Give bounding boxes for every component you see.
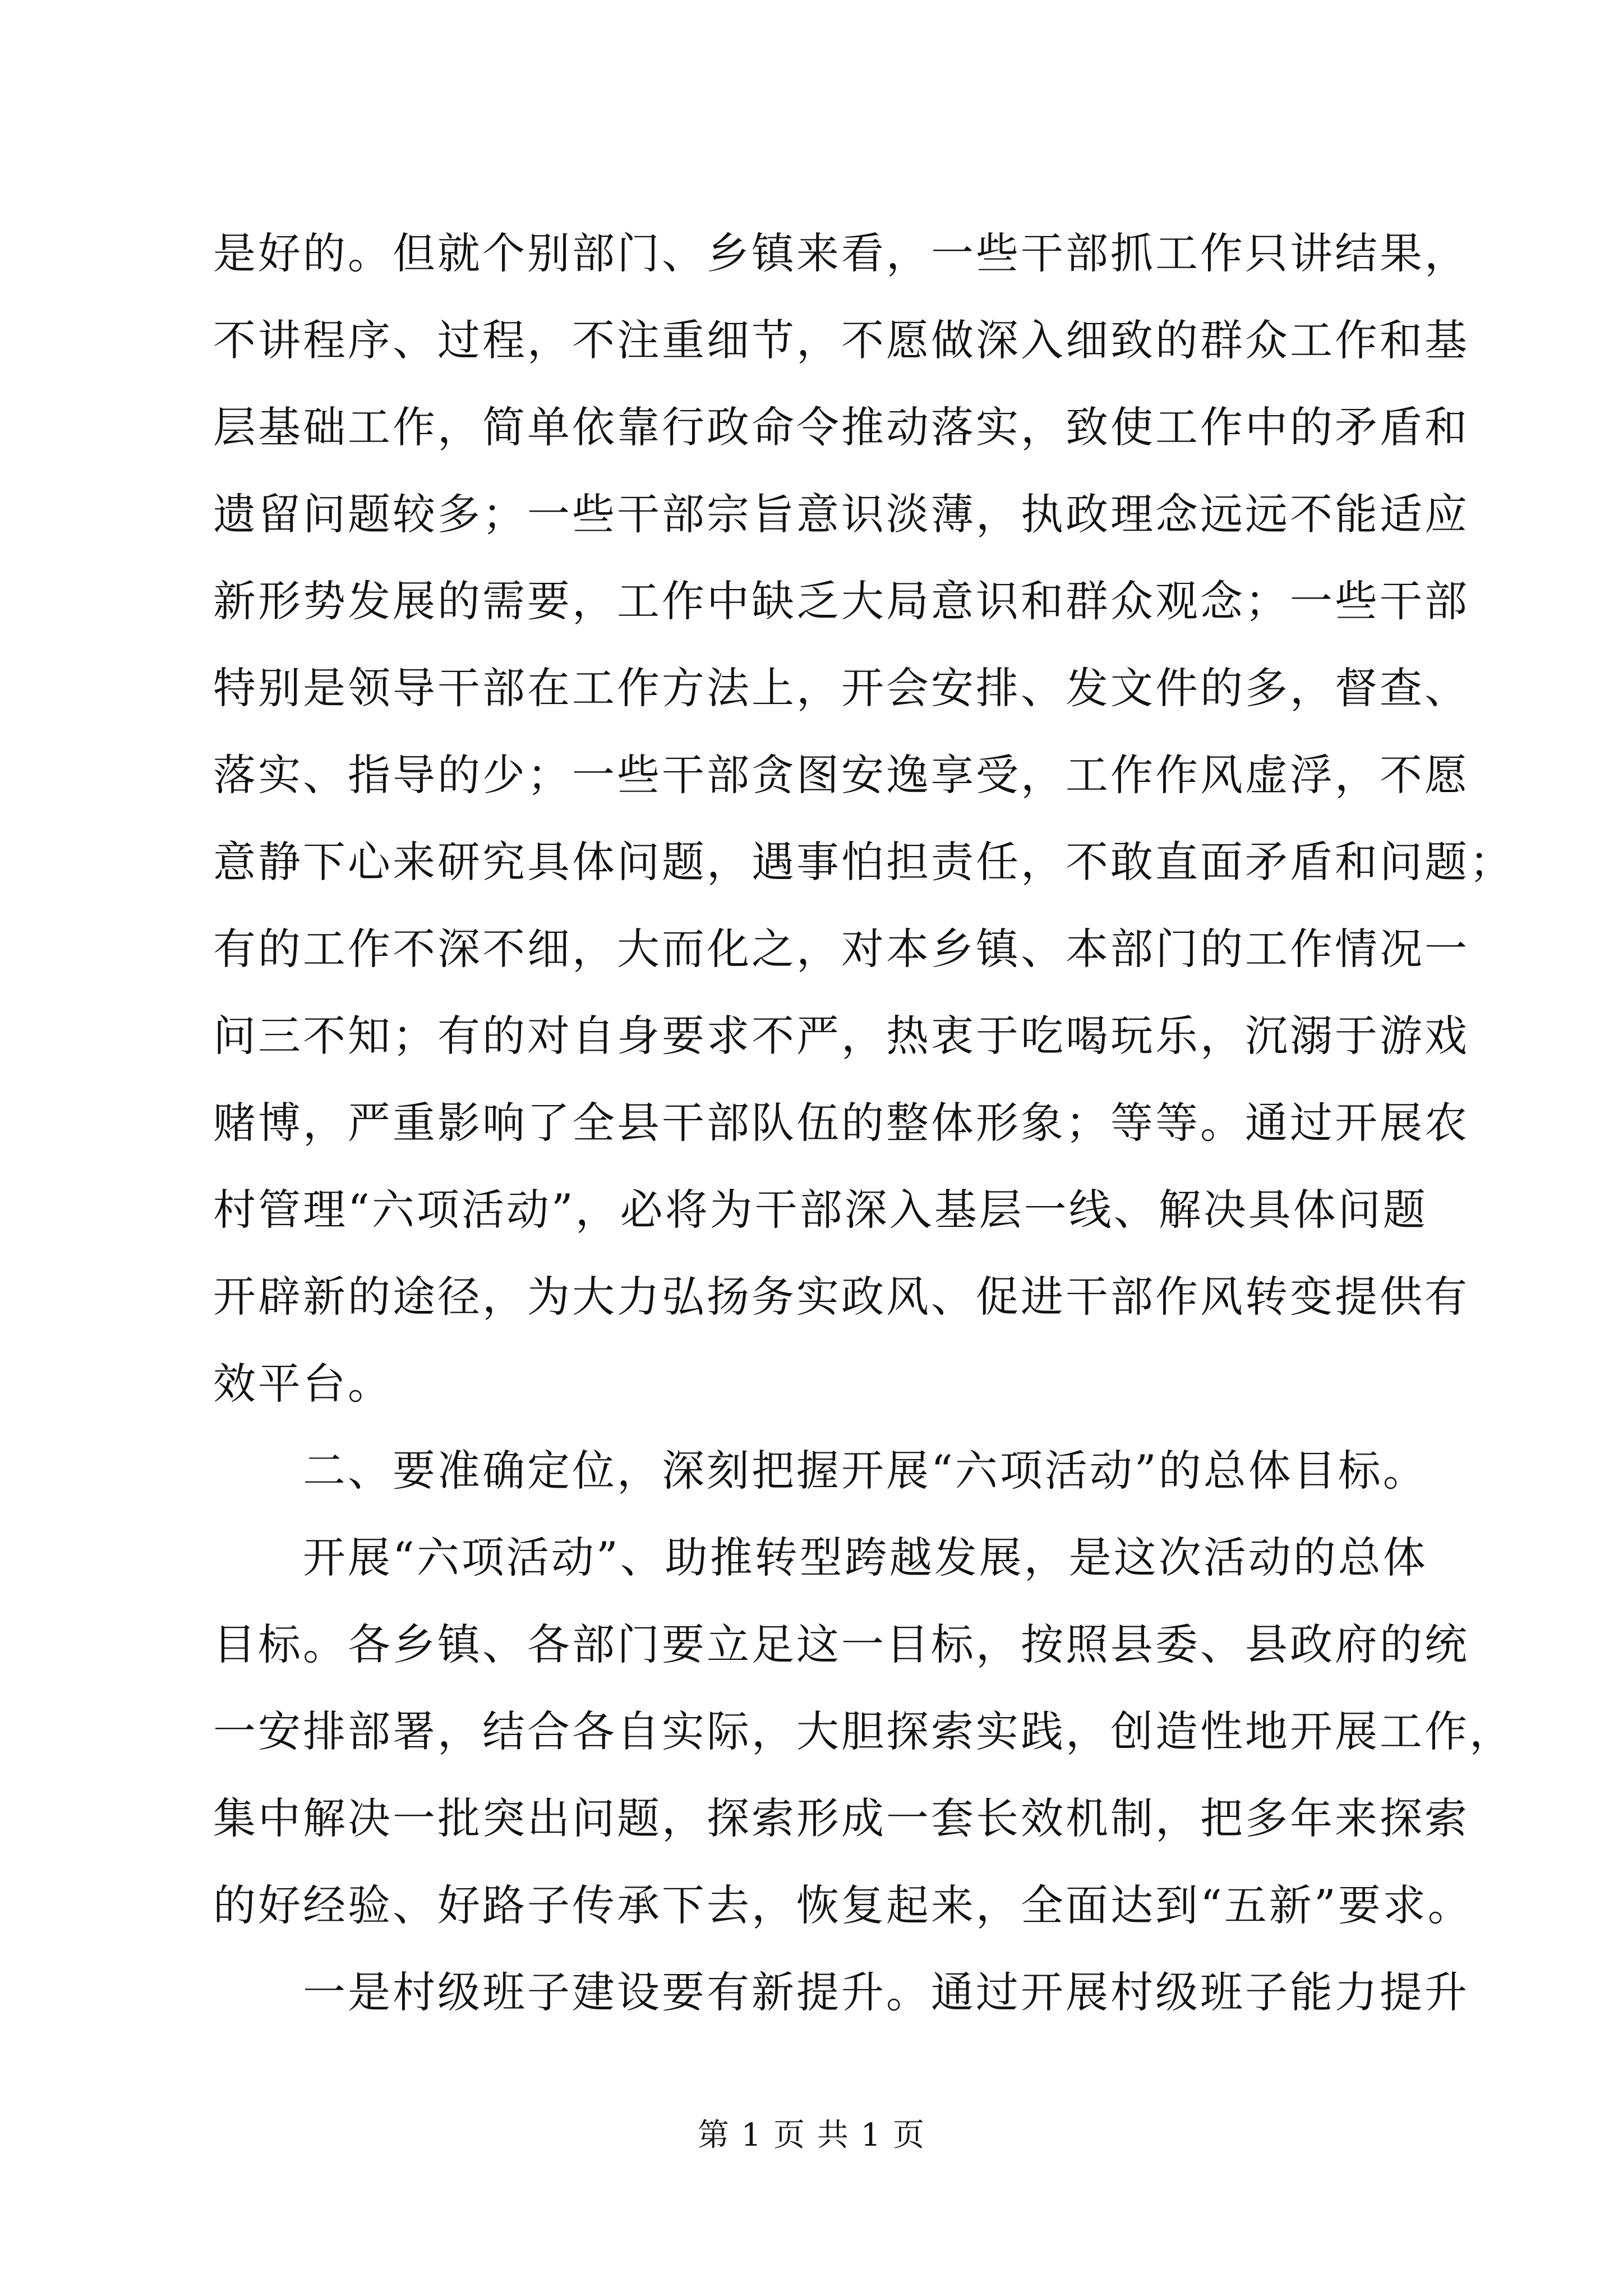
- text-line: 遗留问题较多；一些干部宗旨意识淡薄，执政理念远远不能适应: [213, 489, 1469, 539]
- text-line: 一是村级班子建设要有新提升。通过开展村级班子能力提升: [213, 1967, 1469, 2017]
- text-line: 开辟新的途径，为大力弘扬务实政风、促进干部作风转变提供有: [213, 1272, 1469, 1322]
- page-footer: 第 1 页 共 1 页: [697, 2117, 926, 2154]
- body-text: [213, 210, 1514, 2036]
- text-line: 意静下心来研究具体问题，遇事怕担责任，不敢直面矛盾和问题；: [213, 837, 1514, 887]
- text-line: 问三不知；有的对自身要求不严，热衷于吃喝玩乐，沉溺于游戏: [213, 1011, 1469, 1061]
- text-line: 开展“六项活动”、助推转型跨越发展，是这次活动的总体: [213, 1533, 1428, 1582]
- text-line: 是好的。但就个别部门、乡镇来看，一些干部抓工作只讲结果，: [213, 228, 1469, 278]
- text-line: 集中解决一批突出问题，探索形成一套长效机制，把多年来探索: [213, 1793, 1469, 1843]
- text-line: 一安排部署，结合各自实际，大胆探索实践，创造性地开展工作，: [213, 1706, 1514, 1756]
- text-line: 村管理“六项活动”，必将为干部深入基层一线、解决具体问题: [213, 1185, 1428, 1235]
- text-line: 有的工作不深不细，大而化之，对本乡镇、本部门的工作情况一: [213, 924, 1469, 974]
- text-line: 落实、指导的少；一些干部贪图安逸享受，工作作风虚浮，不愿: [213, 750, 1469, 800]
- text-line: 特别是领导干部在工作方法上，开会安排、发文件的多，督查、: [213, 663, 1469, 713]
- section-heading: 二、要准确定位，深刻把握开展“六项活动”的总体目标。: [213, 1446, 1428, 1496]
- text-line: 不讲程序、过程，不注重细节，不愿做深入细致的群众工作和基: [213, 315, 1469, 365]
- text-line: 效平台。: [213, 1359, 393, 1409]
- text-line: 赌博，严重影响了全县干部队伍的整体形象；等等。通过开展农: [213, 1098, 1469, 1148]
- text-line: 的好经验、好路子传承下去，恢复起来，全面达到“五新”要求。: [213, 1880, 1473, 1930]
- text-line: 层基础工作，简单依靠行政命令推动落实，致使工作中的矛盾和: [213, 402, 1469, 452]
- text-line: 新形势发展的需要，工作中缺乏大局意识和群众观念；一些干部: [213, 576, 1469, 626]
- text-line: 目标。各乡镇、各部门要立足这一目标，按照县委、县政府的统: [213, 1619, 1469, 1669]
